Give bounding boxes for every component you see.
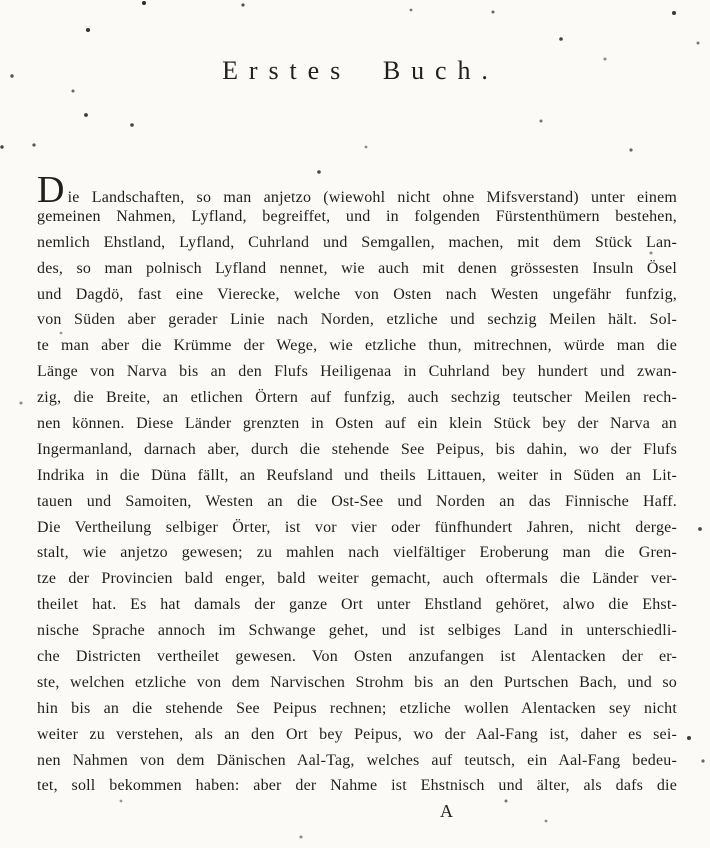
text-line: hin bis an die stehende See Peipus rechnen; etzliche wollen Alentacken sey nicht (37, 699, 677, 717)
text-line: te man aber die Krümme der Wege, wie etzliche thun, mitrechnen, würde man die (37, 337, 677, 355)
text-line: ste, welchen etzliche von dem Narvischen Strohm bis an den Purtschen Bach, und so (37, 673, 677, 691)
text-line: gemeinen Nahmen, Lyfland, begreiffet, und in folgenden Fürstenthümern bestehen, (37, 207, 677, 225)
text-line: des, so man polnisch Lyfland nennet, wie auch mit denen grössesten Insuln Ösel (37, 259, 677, 277)
text-line: weiter zu verstehen, als an den Ort bey Peipus, wo der Aal-Fang ist, daher es sei- (37, 725, 677, 743)
text-line: che Districten vertheilet gewesen. Von Osten anzufangen ist Alentacken der er- (37, 648, 677, 666)
page-title: Erstes Buch. (222, 56, 499, 85)
text-line-content: ie Landschaften, so man anjetzo (wiewohl nicht ohne Mifsverstand) unter einem (67, 189, 677, 206)
text-line: theilet hat. Es hat damals der ganze Ort unter Ehstland gehöret, alwo die Ehst- (37, 596, 677, 614)
text-line: und Dagdö, fast eine Vierecke, welche von Osten nach Westen ungefähr funfzig, (37, 285, 677, 303)
text-line: Ingermanland, darnach aber, durch die stehende See Peipus, bis dahin, wo der Flufs (37, 440, 677, 458)
text-line: tze der Provincien bald enger, bald weiter gemacht, auch oftermals die Länder ver- (37, 570, 677, 588)
text-line: von Süden aber gerader Linie nach Norden, etzliche und sechzig Meilen hält. Sol- (37, 311, 677, 329)
text-line: Indrika in die Düna fällt, an Reufsland und theils Littauen, weiter in Süden an Lit- (37, 466, 677, 484)
text-line: zig, die Breite, an etlichen Örtern auf funfzig, auch sechzig teutscher Meilen rech- (37, 389, 677, 407)
scan-speckles (0, 0, 2, 2)
text-line (37, 169, 677, 211)
drop-cap: D (37, 169, 65, 211)
text-line: tet, soll bekommen haben: aber der Nahme ist Ehstnisch und älter, als dafs die (37, 777, 677, 795)
text-line: Länge von Narva bis an den Flufs Heiligenaa in Cuhrland bey hundert und zwan- (37, 363, 677, 381)
text-line: stalt, wie anjetzo gewesen; zu mahlen nach vielfältiger Eroberung man die Gren- (37, 544, 677, 562)
text-line: nemlich Ehstland, Lyfland, Cuhrland und Semgallen, machen, mit dem Stück Lan- (37, 233, 677, 251)
text-line: tauen und Samoiten, Westen an die Ost-See und Norden an das Finnische Haff. (37, 492, 677, 510)
text-line: nen können. Diese Länder grenzten in Osten auf ein klein Stück bey der Narva an (37, 415, 677, 433)
text-line: Die Vertheilung selbiger Örter, ist vor vier oder fünfhundert Jahren, nicht derge- (37, 518, 677, 536)
signature-mark: A (440, 801, 453, 821)
text-line: nische Sprache annoch im Schwange gehet, und ist selbiges Land in unterschiedli- (37, 622, 677, 640)
body-text (37, 169, 677, 799)
text-line: nen Nahmen von dem Dänischen Aal-Tag, welches auf teutsch, ein Aal-Fang bedeu- (37, 751, 677, 769)
